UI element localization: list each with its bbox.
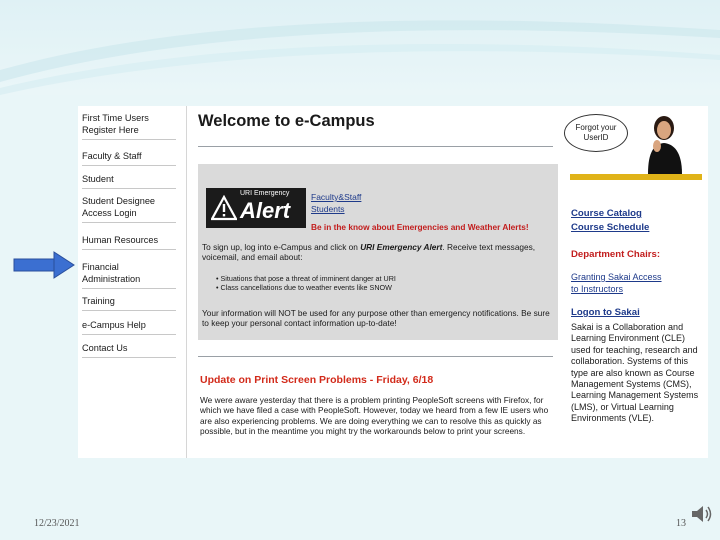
nav-item-contact-us[interactable] <box>82 342 176 358</box>
alert-faculty-staff-link[interactable]: Faculty&Staff <box>311 192 362 202</box>
nav-item-faculty-staff[interactable] <box>82 150 176 166</box>
nav-label: Register Here <box>82 125 139 135</box>
alert-signup-link[interactable]: URI Emergency Alert <box>360 242 443 252</box>
slide-date: 12/23/2021 <box>34 518 80 529</box>
ecampus-screenshot <box>78 106 708 458</box>
forgot-userid-bubble[interactable] <box>564 114 628 152</box>
update-body-text: We were aware yesterday that there is a problem printing PeopleSoft screens with Firefox, for which we have filed a case with PeopleSoft. However, today we heard from a few IE users who are also experiencing problems. We are doing everything we can to resolve this as quickly as possible, but in the meantime you might try the workarounds below to print your screens. <box>200 395 549 436</box>
nav-label: Access Login <box>82 208 137 218</box>
course-schedule-link[interactable]: Course Schedule <box>571 222 650 233</box>
granting-sakai-link[interactable]: Granting Sakai Access <box>571 272 662 282</box>
sakai-description: Sakai is a Collaboration and Learning Environment (CLE) used for teaching, research and collaboration. Systems of this type are also known as Course Management Systems (CMS), Learning Management Systems (LMS), or Virtual Learning Environments (VLE). <box>571 322 699 424</box>
person-thinking-icon <box>640 110 690 174</box>
alert-bullet-text: Situations that pose a threat of imminent danger at URI <box>220 274 396 283</box>
nav-item-student[interactable] <box>82 173 176 189</box>
slide-page-number: 13 <box>676 518 686 529</box>
nav-label: e-Campus Help <box>82 320 146 330</box>
alert-logo-caption: URI Emergency <box>240 190 290 197</box>
nav-item-student-designee[interactable] <box>82 195 176 223</box>
section-divider <box>198 356 553 357</box>
alert-tagline: Be in the know about Emergencies and Weather Alerts! <box>311 222 529 232</box>
uri-alert-logo[interactable] <box>206 188 306 228</box>
nav-label: Contact Us <box>82 343 128 353</box>
nav-item-human-resources[interactable] <box>82 234 176 250</box>
nav-label: Human Resources <box>82 235 159 245</box>
nav-label: Student Designee <box>82 196 156 206</box>
nav-label: First Time Users <box>82 113 149 123</box>
alert-privacy-text: Your information will NOT be used for any purpose other than emergency notifications. Be sure to keep your personal contact information up-to-date! <box>202 308 550 328</box>
alert-logo-word: Alert <box>240 198 291 223</box>
alert-signup-text <box>202 242 554 262</box>
course-catalog-link[interactable]: Course Catalog <box>571 208 642 219</box>
emergency-alert-panel <box>198 164 558 340</box>
nav-item-ecampus-help[interactable] <box>82 319 176 335</box>
granting-sakai-link-line2[interactable]: to Instructors <box>571 284 624 294</box>
slide-header-band <box>0 0 720 95</box>
alert-bullet-2: • Class cancellations due to weather events like SNOW <box>216 283 392 292</box>
forgot-userid-label: Forgot your UserID <box>575 123 617 142</box>
alert-bullet-1: • Situations that pose a threat of imminent danger at URI <box>216 274 396 283</box>
update-heading: Update on Print Screen Problems - Friday, 6/18 <box>200 374 434 386</box>
alert-students-link[interactable]: Students <box>311 204 345 214</box>
alert-bullet-list <box>216 274 546 292</box>
department-chairs-heading: Department Chairs: <box>571 249 661 260</box>
arrow-right-icon <box>12 250 76 280</box>
left-nav <box>78 106 190 458</box>
decorative-swoosh <box>0 0 720 95</box>
warning-icon <box>211 195 237 221</box>
speaker-icon[interactable] <box>690 503 714 525</box>
page-title: Welcome to e-Campus <box>198 112 375 130</box>
logon-sakai-link[interactable]: Logon to Sakai <box>571 307 640 318</box>
nav-item-first-time-users[interactable] <box>82 112 176 140</box>
nav-label: Faculty & Staff <box>82 151 142 161</box>
nav-label: Student <box>82 174 114 184</box>
alert-bullet-text: Class cancellations due to weather events like SNOW <box>220 283 392 292</box>
nav-item-training[interactable] <box>82 295 176 311</box>
nav-label: Training <box>82 296 115 306</box>
alert-signup-text-c: . Receive text messages, voicemail, and email about: <box>202 242 536 262</box>
right-yellow-divider <box>570 174 702 180</box>
nav-label: Administration <box>82 274 141 284</box>
nav-label: Financial <box>82 262 119 272</box>
title-divider <box>198 146 553 147</box>
alert-signup-text-a: To sign up, log into e-Campus and click on <box>202 242 361 252</box>
nav-item-financial-administration[interactable] <box>82 261 176 289</box>
nav-divider <box>186 106 187 458</box>
